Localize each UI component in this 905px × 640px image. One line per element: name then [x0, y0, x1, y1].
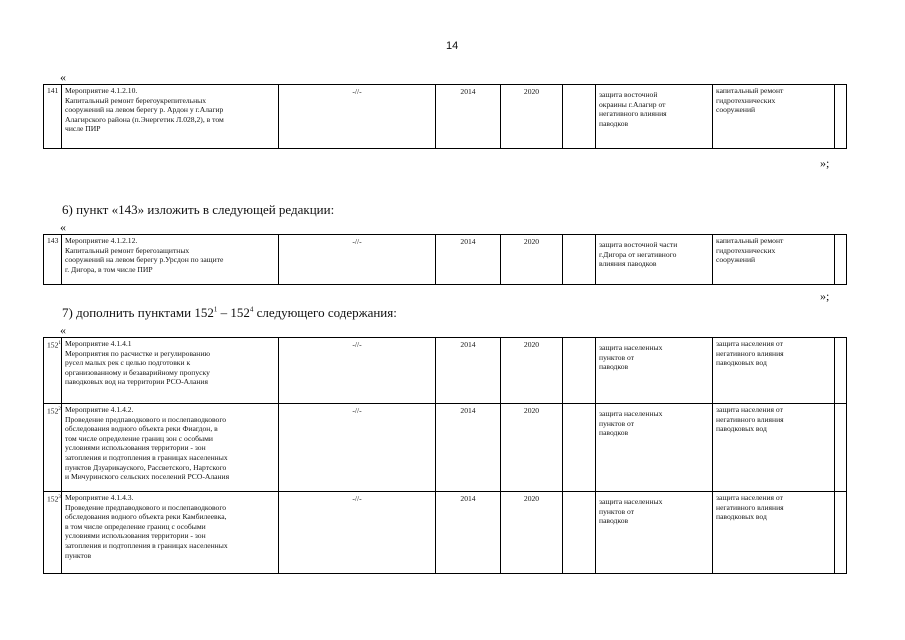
closing-mark: »; [820, 156, 830, 170]
measure-result-line: негативного влияния [716, 502, 784, 512]
measure-result [713, 338, 835, 404]
measure-goal-line: окраины г.Алагир от [599, 99, 666, 109]
end-year: 2020 [501, 85, 563, 149]
row-number-text: 152 [47, 340, 59, 350]
measure-description-line: организованному и безаварийному пропуску [65, 367, 210, 377]
measure-title: Мероприятие 4.1.4.1 [65, 339, 132, 348]
empty-cell [563, 235, 596, 285]
table-row [44, 404, 847, 492]
measure-description-line: Мероприятия по расчистке и регулированию [65, 348, 211, 358]
measure-result-line: негативного влияния [716, 414, 784, 424]
measure-goal [596, 85, 713, 149]
open-quote: « [60, 323, 66, 337]
row-number [44, 85, 62, 149]
measure-goal [596, 235, 713, 285]
measure-result [713, 492, 835, 574]
row-number [44, 492, 62, 574]
start-year: 2014 [436, 85, 501, 149]
measure-result [713, 404, 835, 492]
measure-goal-line: пунктов от [599, 418, 635, 428]
measure-result-line: гидротехнических [716, 95, 776, 105]
end-year: 2020 [501, 338, 563, 404]
executor: -//- [279, 235, 436, 285]
measure-goal-line: паводков [599, 516, 629, 526]
row-number-sup: 3 [58, 495, 61, 500]
end-year: 2020 [501, 235, 563, 285]
empty-cell [835, 338, 847, 404]
measure-description-line: Капитальный ремонт берегоукрепительных [65, 95, 207, 105]
measure-description [62, 404, 279, 492]
page-number: 14 [446, 40, 459, 52]
measure-goal-line: защита населенных [599, 497, 663, 506]
row-number-sup: 2 [58, 407, 61, 412]
measure-goal-line: г.Дигора от негативного [599, 249, 677, 259]
measure-goal-line: паводков [599, 428, 629, 438]
measure-result-line: защита населения от [716, 493, 783, 502]
start-year: 2014 [436, 235, 501, 285]
measure-title: Мероприятие 4.1.4.2. [65, 405, 134, 414]
measure-result-line: сооружений [716, 105, 756, 115]
measure-description-line: пунктов Дзуарикауского, Рассветского, Нартского [65, 462, 227, 472]
measure-description-line: и Мичуринского сельских поселений РСО-Алания [65, 472, 230, 482]
executor: -//- [279, 492, 436, 574]
measure-description-line: числе ПИР [65, 124, 101, 134]
measure-goal-line: паводков [599, 362, 629, 372]
measure-result [713, 235, 835, 285]
empty-cell [835, 404, 847, 492]
measure-result-line: капитальный ремонт [716, 86, 784, 95]
row-number-sup: 1 [58, 341, 61, 346]
measure-description-line: затопления и подтопления в границах населенных [65, 452, 228, 462]
start-year: 2014 [436, 338, 501, 404]
end-year: 2020 [501, 404, 563, 492]
measure-description-line: русел малых рек с целью подготовки к [65, 358, 191, 368]
start-year: 2014 [436, 492, 501, 574]
start-year: 2014 [436, 404, 501, 492]
measure-goal-line: негативного влияния [599, 109, 667, 119]
measure-description-line: затопления и подтопления в границах населенных [65, 540, 228, 550]
empty-cell [835, 235, 847, 285]
heading-sup: 1 [213, 305, 218, 314]
row-number-text: 143 [47, 236, 59, 245]
executor: -//- [279, 338, 436, 404]
row-number [44, 235, 62, 285]
closing-mark: »; [820, 289, 830, 303]
measure-result-line: негативного влияния [716, 348, 784, 358]
measure-description-line: условиями использования территории - зон [65, 531, 206, 541]
measure-description-line: условиями использования территории - зон [65, 443, 206, 453]
table-measure-141 [43, 84, 847, 149]
open-quote: « [60, 70, 66, 84]
measure-result-line: паводковых вод [716, 358, 767, 368]
measure-description [62, 492, 279, 574]
table-measures-152 [43, 337, 847, 574]
measure-goal-line: пунктов от [599, 352, 635, 362]
measure-title: Мероприятие 4.1.4.3. [65, 493, 134, 502]
measure-goal [596, 404, 713, 492]
measure-description-line: паводковых вод на территории РСО-Алания [65, 377, 208, 387]
measure-description-line: сооружений на левом берегу р.Урсдон по защите [65, 255, 224, 265]
empty-cell [835, 492, 847, 574]
measure-goal-line: защита восточной части [599, 240, 678, 249]
heading-item-6: 6) пункт «143» изложить в следующей редакции: [62, 202, 335, 217]
empty-cell [563, 404, 596, 492]
measure-goal [596, 492, 713, 574]
row-number-text: 152 [47, 494, 59, 504]
empty-cell [835, 85, 847, 149]
heading-item-7 [62, 305, 397, 321]
row-number [44, 338, 62, 404]
measure-title: Мероприятие 4.1.2.10. [65, 86, 138, 95]
measure-goal [596, 338, 713, 404]
table-row [44, 235, 847, 285]
measure-description [62, 338, 279, 404]
table-row [44, 85, 847, 149]
open-quote: « [60, 220, 66, 234]
row-number-text: 141 [47, 86, 59, 95]
measure-description [62, 85, 279, 149]
measure-result-line: паводковых вод [716, 512, 767, 522]
executor: -//- [279, 85, 436, 149]
measure-result-line: капитальный ремонт [716, 236, 784, 245]
table-row [44, 492, 847, 574]
end-year: 2020 [501, 492, 563, 574]
measure-description-line: обследования водного объекта реки Камбилеевка, [65, 512, 227, 522]
measure-goal-line: пунктов от [599, 506, 635, 516]
heading-prefix: 7) дополнить пунктами 152 [62, 305, 214, 320]
measure-result-line: защита населения от [716, 405, 783, 414]
measure-goal-line: защита населенных [599, 343, 663, 352]
measure-goal-line: влияния паводков [599, 259, 657, 269]
row-number [44, 404, 62, 492]
measure-result-line: защита населения от [716, 339, 783, 348]
table-row [44, 338, 847, 404]
measure-description-line: обследования водного объекта реки Фиагдон, в [65, 424, 218, 434]
measure-description-line: сооружений на левом берегу р. Ардон у г.Алагир [65, 105, 224, 115]
empty-cell [563, 85, 596, 149]
row-number-text: 152 [47, 406, 59, 416]
measure-goal-line: защита восточной [599, 90, 658, 99]
measure-result-line: сооружений [716, 255, 756, 265]
measure-description-line: г. Дигора, в том числе ПИР [65, 264, 153, 274]
measure-goal-line: паводков [599, 118, 629, 128]
measure-description-line: Алагирского района (п.Энергетик Л.028,2), в том [65, 114, 224, 124]
table-measure-143 [43, 234, 847, 285]
measure-description [62, 235, 279, 285]
measure-description-line: Проведение предпаводкового и послепаводкового [65, 502, 227, 512]
measure-description-line: пунктов [65, 550, 92, 560]
measure-title: Мероприятие 4.1.2.12. [65, 236, 138, 245]
heading-suffix: следующего содержания: [253, 305, 397, 320]
empty-cell [563, 492, 596, 574]
measure-description-line: том числе определение границ зон с особыми [65, 433, 213, 443]
measure-description-line: в том числе определение границ с особыми [65, 521, 206, 531]
measure-description-line: Капитальный ремонт берегозащитных [65, 245, 190, 255]
measure-result-line: гидротехнических [716, 245, 776, 255]
empty-cell [563, 338, 596, 404]
measure-goal-line: защита населенных [599, 409, 663, 418]
measure-result [713, 85, 835, 149]
measure-result-line: паводковых вод [716, 424, 767, 434]
heading-mid: – 152 [217, 305, 250, 320]
measure-description-line: Проведение предпаводкового и послепаводкового [65, 414, 227, 424]
heading-sup: 4 [249, 305, 254, 314]
executor: -//- [279, 404, 436, 492]
